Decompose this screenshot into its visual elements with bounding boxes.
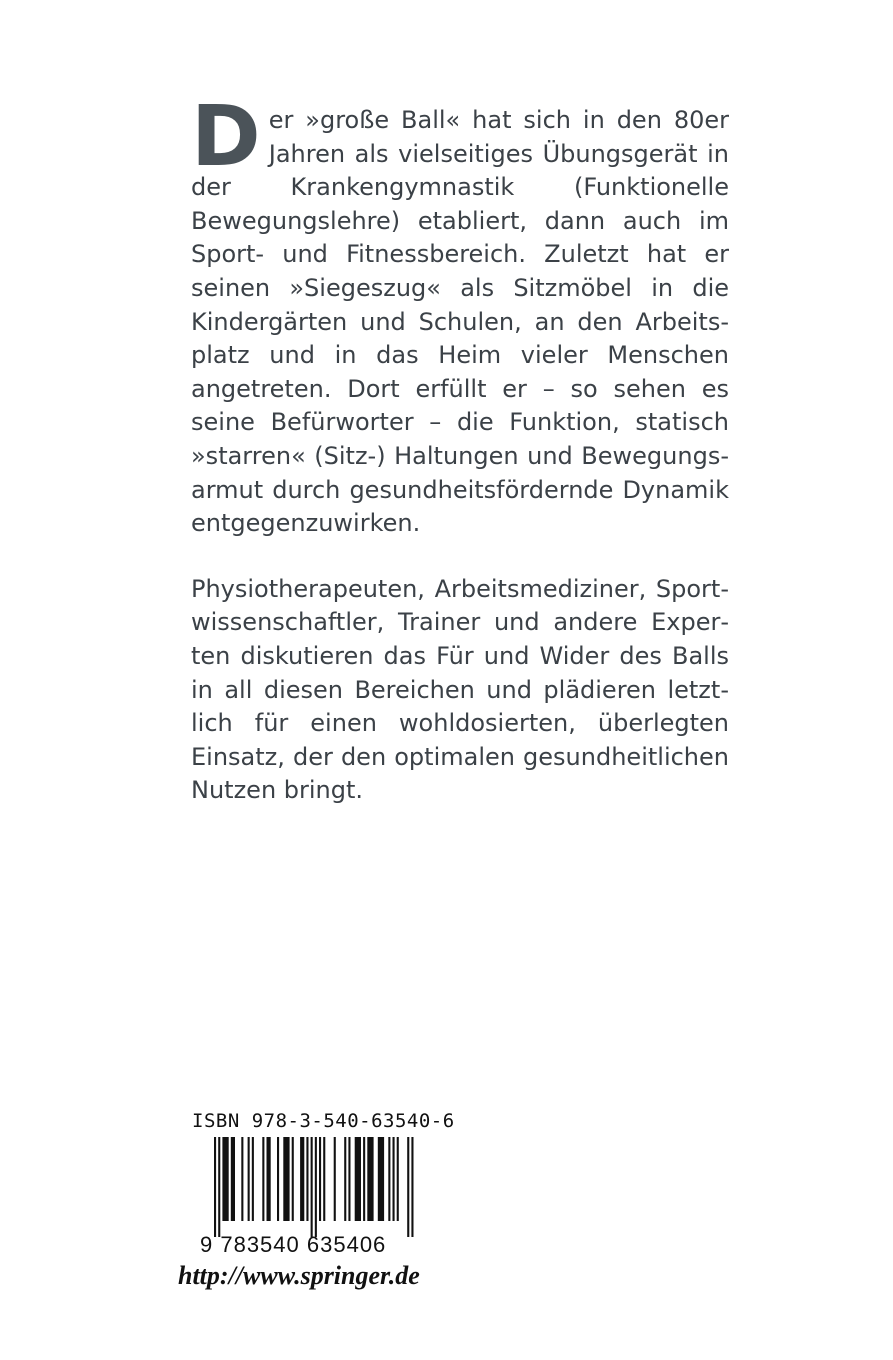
barcode-bar (393, 1137, 395, 1221)
barcode-bar (292, 1137, 294, 1221)
barcode-bar (241, 1137, 243, 1221)
barcode-bar (344, 1137, 346, 1221)
barcode-bar (262, 1137, 264, 1221)
drop-cap: D (191, 87, 261, 185)
blurb-paragraph-1-text: er »große Ball« hat sich in den 80er Jahren als vielseitiges Übungsgerät in der Krankengymnastik (Funktionelle Bewegungslehre) etabliert, dann auch im Sport- und Fitnessbereich. Zuletzt hat er seinen »Siegeszug« als Sitzmöbel in die Kindergärten und Schulen, an den Arbeitsplatz und in das Heim vieler Menschen angetreten. Dort erfüllt er – so sehen es seine Befürworter – die Funktion, statisch »starren« (Sitz-) Haltungen und Bewegungsarmut durch gesundheitsfördernde Dynamik entgegenzuwirken. (191, 106, 729, 538)
barcode-bar (363, 1137, 365, 1221)
barcode-guard-bar (315, 1137, 317, 1237)
barcode-bar (283, 1137, 289, 1221)
publisher-url: http://www.springer.de (178, 1261, 420, 1290)
barcode-guard-bar (411, 1137, 413, 1237)
barcode-bar (248, 1137, 250, 1221)
barcode-bar (334, 1137, 336, 1221)
barcode-bar (348, 1137, 350, 1221)
barcode-bar (319, 1137, 321, 1221)
barcode-bar (397, 1137, 399, 1221)
barcode-bar (378, 1137, 384, 1221)
blurb-text (191, 87, 729, 808)
barcode-bar (231, 1137, 235, 1221)
barcode-bar (367, 1137, 373, 1221)
isbn-barcode-block (192, 1110, 455, 1257)
barcode-bar (267, 1137, 271, 1221)
barcode-bar (277, 1137, 279, 1221)
barcode-bar (355, 1137, 361, 1221)
barcode-bar (252, 1137, 254, 1221)
isbn-label: ISBN 978-3-540-63540-6 (192, 1110, 455, 1132)
ean-barcode (192, 1137, 432, 1239)
blurb-paragraph-2: Physiotherapeuten, Arbeitsmediziner, Sportwissenschaftler, Trainer und andere Experten diskutieren das Für und Wider des Balls in all diesen Bereichen und plädieren letztlich für einen wohldosierten, überlegten Einsatz, der den optimalen gesundheitlichen Nutzen bringt. (191, 574, 729, 805)
barcode-bar (306, 1137, 308, 1221)
barcode-guard-bar (311, 1137, 313, 1237)
barcode-bar (323, 1137, 325, 1221)
barcode-bar (300, 1137, 304, 1221)
barcode-guard-bar (218, 1137, 220, 1237)
barcode-bar (388, 1137, 390, 1221)
barcode-guard-bar (214, 1137, 216, 1237)
barcode-bar (222, 1137, 228, 1221)
ean-digits: 9 783540 635406 (200, 1232, 387, 1257)
blurb-paragraph-1 (191, 87, 729, 541)
barcode-guard-bar (407, 1137, 409, 1237)
